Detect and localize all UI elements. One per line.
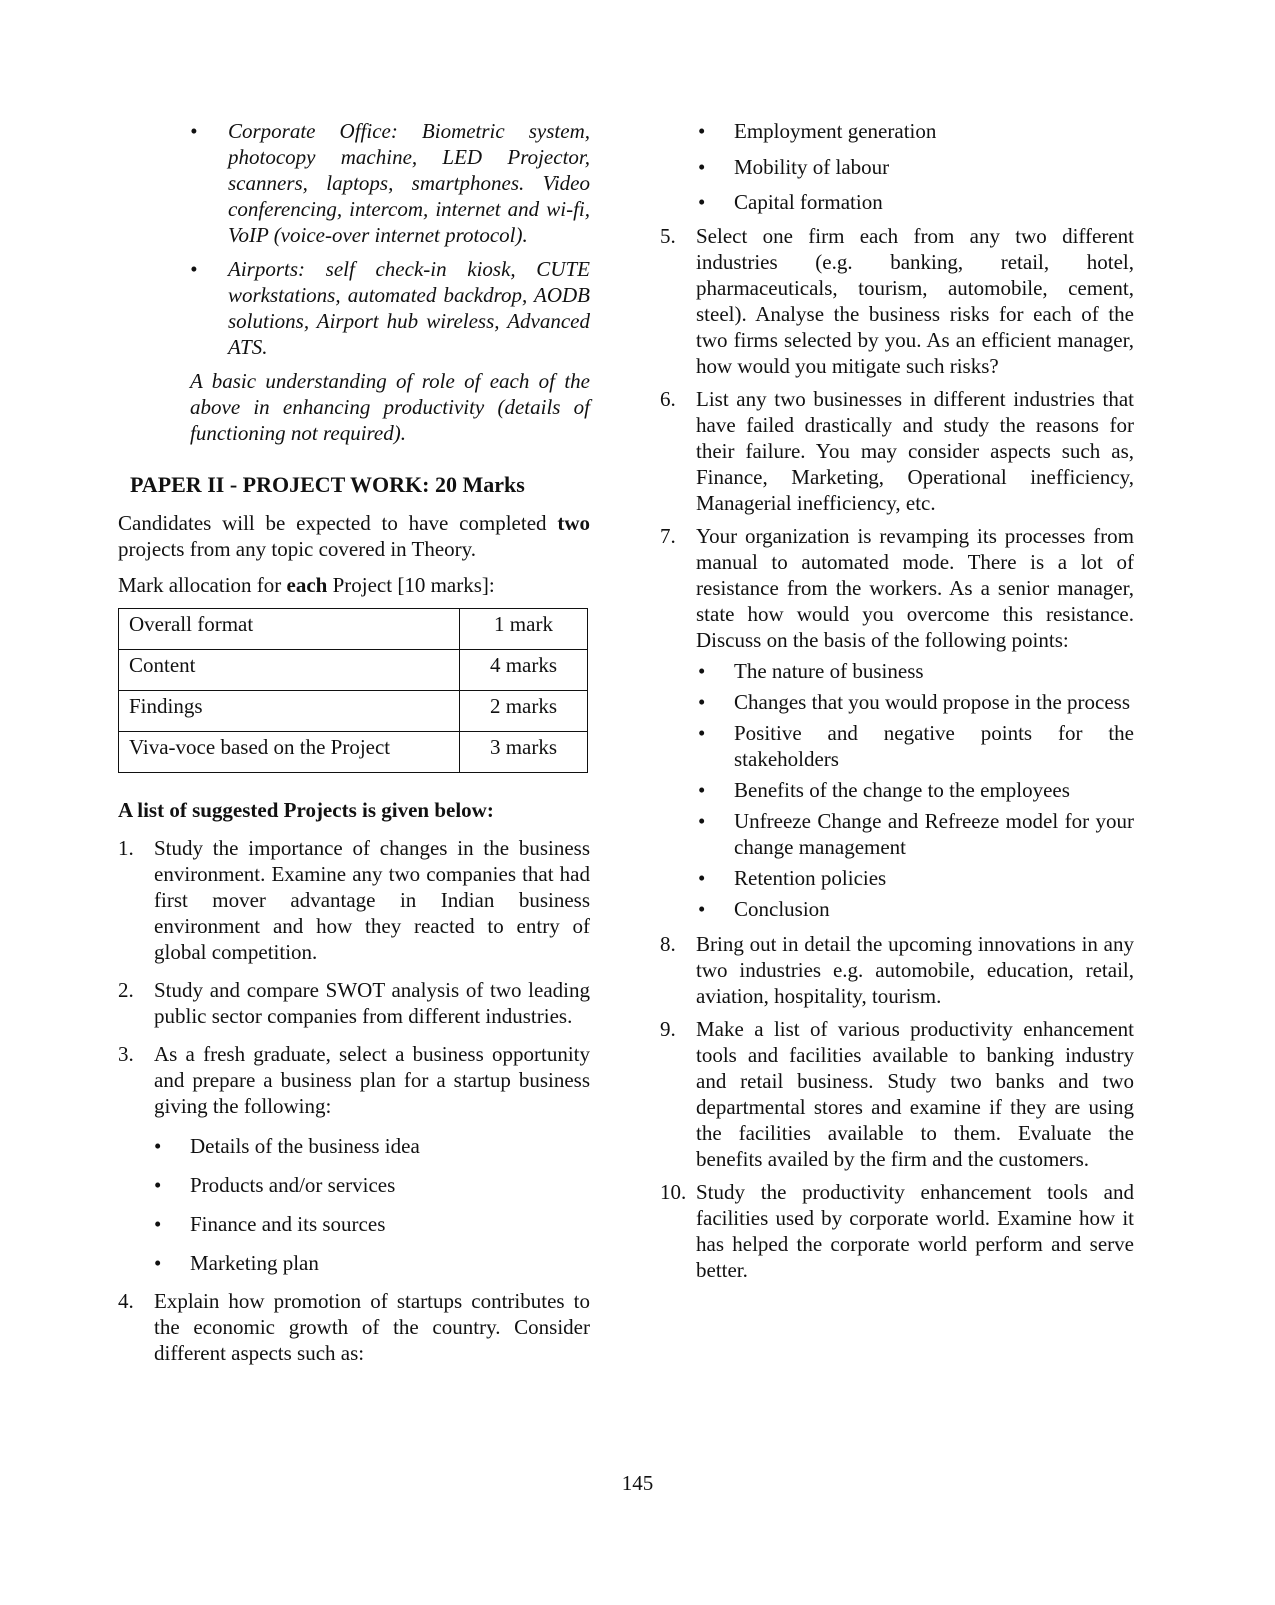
page-number: 145	[621, 1471, 654, 1495]
project-number: 6.	[660, 387, 676, 411]
bullet-icon: •	[698, 778, 706, 802]
list-item	[660, 189, 1134, 215]
project-number: 3.	[118, 1042, 134, 1066]
allocation-text: Mark allocation for	[118, 573, 287, 597]
project-text: Bring out in detail the upcoming innovations in any two industries e.g. automobile, education, retail, aviation, hospitality, tourism.	[696, 932, 1134, 1008]
project-text: Explain how promotion of startups contributes to the economic growth of the country. Consider different aspects such as:	[154, 1289, 590, 1365]
list-item	[660, 118, 1134, 144]
allocation-text: Project [10 marks]:	[327, 573, 495, 597]
marks-cell: 1 mark	[460, 609, 588, 650]
bullet-text: Products and/or services	[190, 1173, 396, 1197]
bullet-icon: •	[154, 1251, 162, 1275]
intro-emphasis: two	[557, 511, 590, 535]
project-text: As a fresh graduate, select a business opportunity and prepare a business plan for a startup business giving the following:	[154, 1042, 590, 1118]
project-number: 7.	[660, 524, 676, 548]
project-item	[660, 931, 1134, 1009]
list-item	[660, 808, 1134, 860]
bullet-icon: •	[154, 1173, 162, 1197]
projects-list-heading: A list of suggested Projects is given below:	[118, 798, 494, 822]
list-item	[660, 896, 1134, 922]
criterion-cell: Findings	[119, 691, 460, 732]
bullet-text: Capital formation	[734, 190, 883, 214]
project-number: 8.	[660, 932, 676, 956]
allocation-paragraph	[118, 572, 590, 598]
bullet-text: Retention policies	[734, 866, 887, 890]
list-item	[660, 865, 1134, 891]
bullet-icon: •	[698, 809, 706, 833]
list-item	[118, 118, 590, 248]
intro-text: Candidates will be expected to have completed	[118, 511, 558, 535]
criterion-cell: Overall format	[119, 609, 460, 650]
project-text: Your organization is revamping its processes from manual to automated mode. There is a lot of resistance from the workers. As a senior manager, state how would you overcome this resistance. Discuss on the basis of the following points:	[696, 524, 1134, 652]
list-item	[660, 154, 1134, 180]
project-item	[118, 1288, 590, 1366]
bullet-icon: •	[698, 866, 706, 890]
project-text: Study the importance of changes in the business environment. Examine any two companies that had first mover advantage in Indian business environment and how they reacted to entry of global competition.	[154, 836, 590, 964]
project-item	[660, 1016, 1134, 1172]
bullet-text: Employment generation	[734, 119, 937, 143]
bullet-text: Changes that you would propose in the process	[734, 690, 1131, 714]
project-number: 4.	[118, 1289, 134, 1313]
left-column	[118, 118, 590, 1366]
device-category-label: Corporate Office:	[228, 119, 398, 143]
marks-cell: 4 marks	[460, 650, 588, 691]
list-item	[660, 777, 1134, 803]
project-text: Select one firm each from any two different industries (e.g. banking, retail, hotel, pharmaceuticals, tourism, automobile, cement, steel). Analyse the business risks for each of the two firms selected by you. As an efficient manager, how would you mitigate such risks?	[696, 224, 1134, 378]
project-text: Study and compare SWOT analysis of two leading public sector companies from different industries.	[154, 978, 590, 1028]
paper-heading: PAPER II - PROJECT WORK: 20 Marks	[130, 472, 525, 497]
device-list-text: Biometric system, photocopy machine, LED Projector, scanners, laptops, smartphones. Video conferencing, intercom, internet and wi-fi, VoIP (voice-over internet protocol).	[228, 119, 590, 247]
table-row	[119, 650, 588, 691]
bullet-text: Marketing plan	[190, 1251, 319, 1275]
list-item	[118, 256, 590, 360]
bullet-text: Details of the business idea	[190, 1134, 420, 1158]
criterion-cell: Content	[119, 650, 460, 691]
project-text: List any two businesses in different industries that have failed drastically and study the reasons for their failure. You may consider aspects such as, Finance, Marketing, Operational inefficiency, Managerial inefficiency, etc.	[696, 387, 1134, 515]
intro-text: projects from any topic covered in Theory.	[118, 537, 477, 561]
bullet-icon: •	[698, 119, 706, 143]
marks-table	[118, 608, 588, 773]
bullet-text: Unfreeze Change and Refreeze model for your change management	[734, 809, 1134, 859]
bullet-icon: •	[698, 721, 706, 745]
criterion-cell: Viva-voce based on the Project	[119, 732, 460, 773]
list-item	[118, 1172, 590, 1198]
device-list-text: self check-in kiosk, CUTE workstations, automated backdrop, AODB solutions, Airport hub wireless, Advanced ATS.	[228, 257, 590, 359]
bullet-icon: •	[190, 257, 198, 281]
project-number: 10.	[660, 1180, 687, 1204]
project-number: 2.	[118, 978, 134, 1002]
project-number: 9.	[660, 1017, 676, 1041]
allocation-emphasis: each	[286, 573, 328, 597]
bullet-icon: •	[698, 897, 706, 921]
devices-note: A basic understanding of role of each of the above in enhancing productivity (details of functioning not required).	[190, 369, 590, 445]
bullet-text: The nature of business	[734, 659, 924, 683]
device-category-label: Airports:	[228, 257, 306, 281]
right-column	[660, 118, 1134, 1283]
project-text: Study the productivity enhancement tools and facilities used by corporate world. Examine how it has helped the corporate world perform and serve better.	[696, 1180, 1134, 1282]
project-text: Make a list of various productivity enhancement tools and facilities available to banking industry and retail business. Study two banks and two departmental stores and examine if they are using the facilities available to them. Evaluate the benefits availed by the firm and the customers.	[696, 1017, 1134, 1171]
bullet-icon: •	[154, 1212, 162, 1236]
project-item	[660, 1179, 1134, 1283]
project-number: 5.	[660, 224, 676, 248]
list-item	[660, 658, 1134, 684]
bullet-text: Conclusion	[734, 897, 830, 921]
project-item	[660, 523, 1134, 653]
bullet-icon: •	[698, 690, 706, 714]
project-item	[660, 223, 1134, 379]
marks-cell: 3 marks	[460, 732, 588, 773]
bullet-icon: •	[154, 1134, 162, 1158]
bullet-text: Mobility of labour	[734, 155, 890, 179]
bullet-text: Benefits of the change to the employees	[734, 778, 1070, 802]
marks-cell: 2 marks	[460, 691, 588, 732]
bullet-icon: •	[698, 190, 706, 214]
table-row	[119, 732, 588, 773]
list-item	[660, 720, 1134, 772]
list-item	[118, 1133, 590, 1159]
list-item	[118, 1211, 590, 1237]
bullet-icon: •	[698, 155, 706, 179]
project-item	[118, 835, 590, 965]
table-row	[119, 609, 588, 650]
bullet-text: Positive and negative points for the stakeholders	[734, 721, 1134, 771]
project-item	[118, 977, 590, 1029]
bullet-icon: •	[190, 119, 198, 143]
bullet-icon: •	[698, 659, 706, 683]
project-item	[660, 386, 1134, 516]
table-row	[119, 691, 588, 732]
bullet-text: Finance and its sources	[190, 1212, 386, 1236]
project-number: 1.	[118, 836, 134, 860]
list-item	[118, 1250, 590, 1276]
intro-paragraph	[118, 510, 590, 562]
project-item	[118, 1041, 590, 1119]
list-item	[660, 689, 1134, 715]
